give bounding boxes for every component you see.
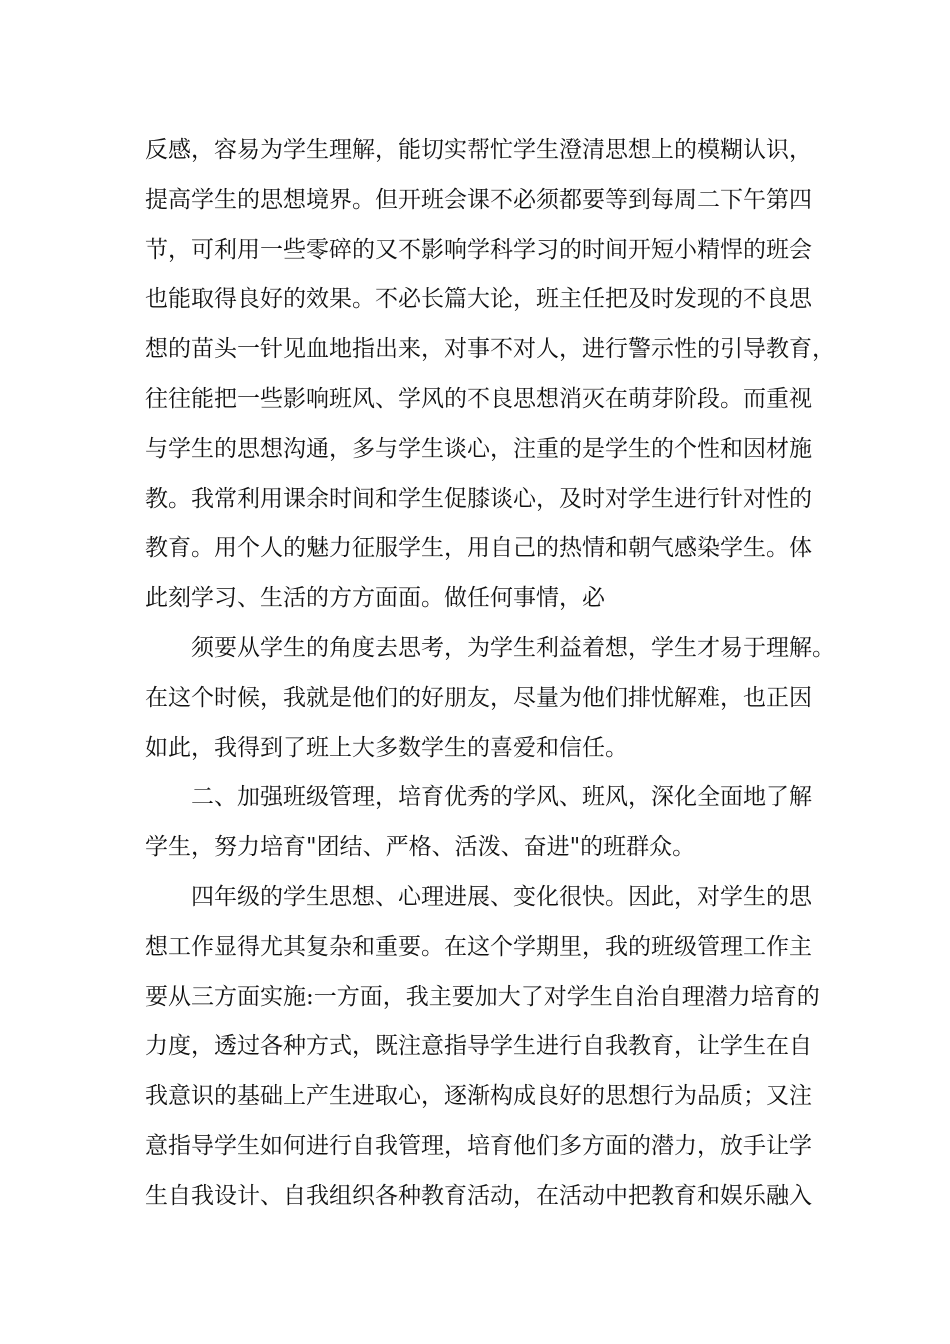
text-line: 与学生的思想沟通，多与学生谈心，注重的是学生的个性和因材施	[145, 435, 812, 462]
text-line: 想工作显得尤其复杂和重要。在这个学期里，我的班级管理工作主	[145, 933, 812, 960]
text-line: 节，可利用一些零碎的又不影响学科学习的时间开短小精悍的班会	[145, 236, 812, 263]
text-line: 反感，容易为学生理解，能切实帮忙学生澄清思想上的模糊认识，	[145, 137, 812, 163]
document-body	[145, 126, 835, 1222]
text-line: 在这个时候，我就是他们的好朋友，尽量为他们排忧解难，也正因	[145, 684, 812, 711]
section-heading-line: 学生，努力培育"团结、严格、活泼、奋进"的班群众。	[145, 834, 696, 861]
text-line: 也能取得良好的效果。不必长篇大论，班主任把及时发现的不良思	[145, 286, 812, 313]
text-line: 力度，透过各种方式，既注意指导学生进行自我教育，让学生在自	[145, 1033, 812, 1060]
text-line: 我意识的基础上产生进取心，逐渐构成良好的思想行为品质；又注	[145, 1083, 812, 1110]
text-line: 如此，我得到了班上大多数学生的喜爱和信任。	[145, 734, 628, 761]
text-line: 教。我常利用课余时间和学生促膝谈心，及时对学生进行针对性的	[145, 485, 812, 512]
text-line: 教育。用个人的魅力征服学生，用自己的热情和朝气感染学生。体	[145, 535, 812, 562]
text-line: 生自我设计、自我组织各种教育活动，在活动中把教育和娱乐融入	[145, 1182, 812, 1209]
text-line: 往往能把一些影响班风、学风的不良思想消灭在萌芽阶段。而重视	[145, 385, 812, 412]
paragraph-first-line: 四年级的学生思想、心理进展、变化很快。因此，对学生的思	[191, 883, 812, 910]
section-heading-line: 二、加强班级管理，培育优秀的学风、班风，深化全面地了解	[191, 784, 812, 811]
text-line: 要从三方面实施:一方面，我主要加大了对学生自治自理潜力培育的	[145, 983, 820, 1010]
text-line: 提高学生的思想境界。但开班会课不必须都要等到每周二下午第四	[145, 186, 812, 213]
text-line: 意指导学生如何进行自我管理，培育他们多方面的潜力，放手让学	[145, 1132, 812, 1159]
text-line: 想的苗头一针见血地指出来，对事不对人，进行警示性的引导教育，	[145, 336, 835, 363]
text-line: 此刻学习、生活的方方面面。做任何事情，必	[145, 585, 605, 612]
paragraph-first-line: 须要从学生的角度去思考，为学生利益着想，学生才易于理解。	[191, 634, 835, 661]
